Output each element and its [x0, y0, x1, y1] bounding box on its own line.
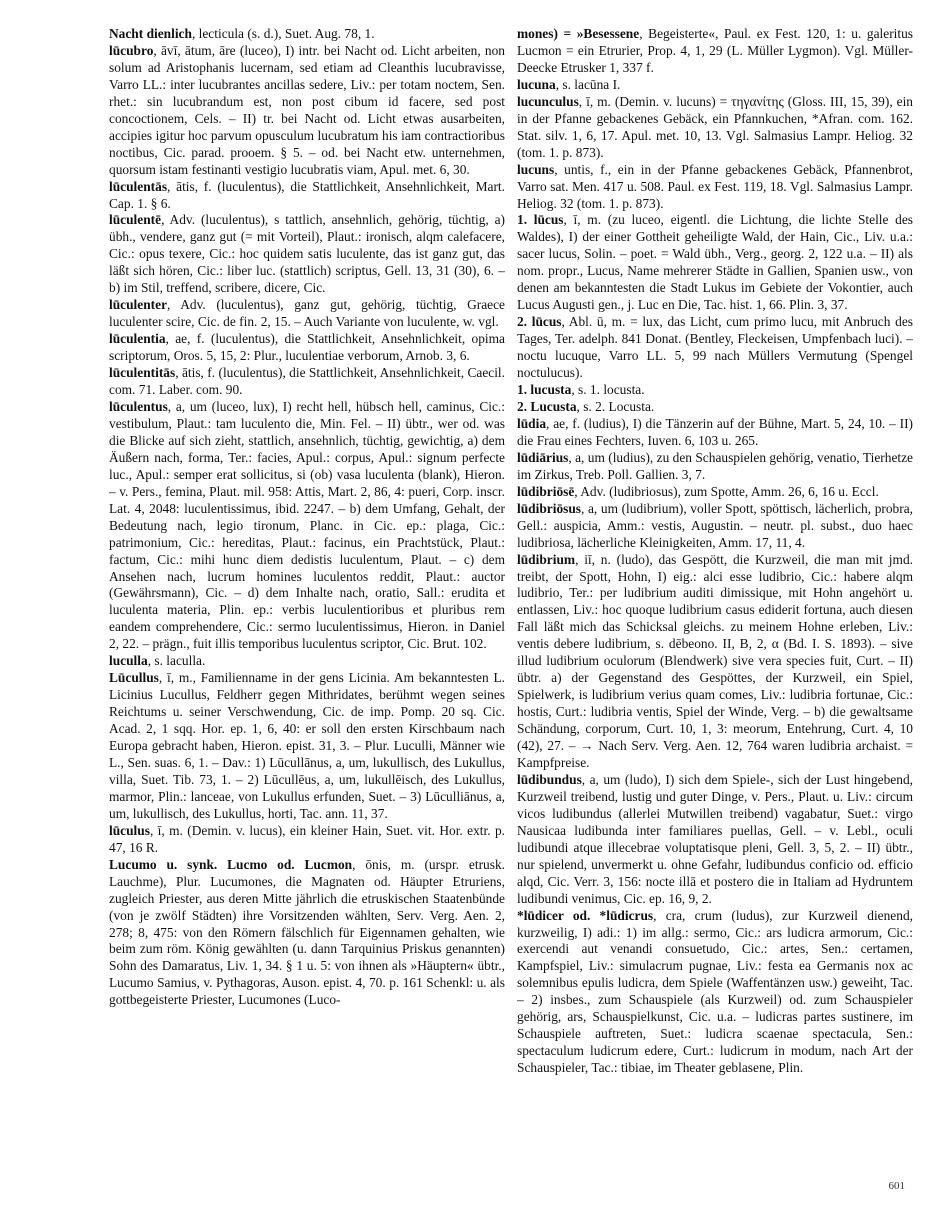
dictionary-entry: lūculentē, Adv. (luculentus), s tattlich, ansehnlich, gehörig, tüchtig, a) übh., vendere, ganz gut (= mit Vorteil), Plaut.: ironisch, alqm calefacere, Cic.: opus texere, Cic.: hoc quidem satis luculente, das ist ganz gut, das läßt sich hören, Cic.: liber luc. (stattlich) scriptus, Gell. 13, 31 (30), 6. – b) im Stil, treffend, scribere, dicere, Cic.: [109, 212, 505, 296]
left-column: [109, 26, 505, 1176]
dictionary-entry: lūdibriōsus, a, um (ludibrium), voller Spott, spöttisch, lächerlich, probra, Gell.: auspicia, Amm.: vestis, Augustin. – neutr. pl. subst., duo haec ludibriosa, lächerliche Kleinigkeiten, Amm. 17, 11, 4.: [517, 500, 913, 550]
page-number: 601: [888, 1180, 905, 1192]
dictionary-entry: lūculenter, Adv. (luculentus), ganz gut, gehörig, tüchtig, Graece luculenter scire, Cic. de fin. 2, 15. – Auch Variante von luculente, w. vgl.: [109, 297, 505, 330]
dictionary-entry: lūculentās, ātis, f. (luculentus), die Stattlichkeit, Ansehnlichkeit, Mart. Cap. 1. § 6.: [109, 178, 505, 211]
dictionary-entry: 2. lūcus, Abl. ū, m. = lux, das Licht, cum primo lucu, mit Anbruch des Tages, Ter. adelph. 841 Donat. (Bentley, Fleckeisen, Umpfenbach luci). – noctu lucuque, Varro LL. 5, 99 nach Müllers Vermutung (Spengel noctulucus).: [517, 314, 913, 381]
dictionary-entry: lūdibundus, a, um (ludo), I) sich dem Spiele-, sich der Lust hingebend, Kurzweil treibend, lustig und guter Dinge, v. Pers., Plaut. u. Liv.: circum vicos ludibundus (allerlei Mutwillen treibend) vagabatur, Suet.: virgo Nausicaa ludibunda inter familiares puellas, Gell. – v. Lebl., oculi ludibundi atque illecebrae voluptatisque pleni, Gell. 3, 5, 2. – II) übtr., nur spielend, unvermerkt u. ohne Gefahr, ludibundus conficio od. efficio alqd, Cic. Verr. 3, 156: nocte illā et postero die in Italiam ad Hydruntem ludibundi venimus, Cic. ep. 16, 9, 2.: [517, 771, 913, 906]
dictionary-entry: Nacht dienlich, lecticula (s. d.), Suet. Aug. 78, 1.: [109, 26, 375, 41]
dictionary-entry: 1. lucusta, s. 1. locusta.: [517, 382, 645, 398]
dictionary-entry: luculla, s. laculla.: [109, 653, 206, 669]
dictionary-entry: lūdibrium, iī, n. (ludo), das Gespött, die Kurzweil, die man mit jmd. treibt, der Spott, Hohn, I) eig.: alci esse ludibrio, Cic.: habere alqm ludibrio, Ter.: per ludibrium auditi dimissique, mit Hohn angehört u. entlassen, Liv.: hoc quoque ludibrium casus ediderit fortuna, auch diesen Fall läßt mich das Schicksal gleichs. zu meinem Hohne erleben, Liv.: ventis debere ludibrium, s. dēbeono. II, B, 2, α (Bd. I. S. 1893). – sive illud ludibrium oculorum (Blendwerk) sive vera species fuit, Curt. – II) übtr. a) der Gegenstand des Gespöttes, der Kurzweil, ein Spiel, Spielwerk, is ludibrium verius quam comes, Liv.: ludibria fortunae, Cic.: hostis, Curt.: ludibria ventis, Spiel der Winde, Verg. – b) die gewaltsame Schändung, corporum, Curt. 10, 1, 3: meorum, Entehrung, Curt. 4, 10 (42), 27. – → Nach Serv. Verg. Aen. 12, 764 waren ludibria archaist. = Kampfpreise.: [517, 551, 913, 770]
dictionary-entry: lūculentitās, ātis, f. (luculentus), die Stattlichkeit, Ansehnlichkeit, Caecil. com. 71. Laber. com. 90.: [109, 365, 505, 398]
dictionary-entry: lucuns, untis, f., ein in der Pfanne gebackenes Gebäck, Pfannenbrot, Varro sat. Men. 417 u. 508. Paul. ex Fest. 119, 18. Vgl. Salmasius Lampr. Heliog. 32 (tom. 1. p. 873).: [517, 161, 913, 211]
dictionary-entry: lūdibriōsē, Adv. (ludibriosus), zum Spotte, Amm. 26, 6, 16 u. Eccl.: [517, 483, 879, 499]
dictionary-entry: lūdiārius, a, um (ludius), zu den Schauspielen gehörig, venatio, Tierhetze im Zirkus, Treb. Poll. Gallien. 3, 7.: [517, 449, 913, 482]
dictionary-entry: Lūcullus, ī, m., Familienname in der gens Licinia. Am bekanntesten L. Licinius Lucullus, Feldherr gegen Mithridates, berühmt wegen seines Reichtums u. seiner Verschwendung, Cic. de imp. Pomp. 20 sq. Cic. Acad. 2, 1 sqq. Hor. ep. 1, 6, 40: er soll den ersten Kirschbaum nach Europa gebracht haben, Hieron. epist. 31, 3. – Plur. Luculli, Männer wie L., Sen. suas. 6, 1. – Dav.: 1) Lūcullānus, a, um, lukullisch, des Lukullus, villa, Suet. Tib. 73, 1. – 2) Lūcullēus, a, um, lukullēisch, des Lukullus, marmor, Plin.: lanceae, von Lukullus erfunden, Suet. – 3) Lūculliānus, a, um, lukullisch, des Lukullus, horti, Tac. ann. 11, 37.: [109, 670, 505, 821]
right-column: [517, 26, 913, 1176]
dictionary-entry: lūcubro, āvī, ātum, āre (luceo), I) intr. bei Nacht od. Licht arbeiten, non solum ad Aristophanis lucernam, sed etiam ad Cleanthis lucubravisse, Varro LL.: inter lucubrantes ancillas sedere, Liv.: per totam noctem, Sen. rhet.: sin lucubrandum est, non post cibum id facere, sed post concoctionem, Cels. – II) tr. bei Nacht od. Licht etwas ausarbeiten, accipies igitur hoc parvum opusculum lucubratum his iam contractioribus noctibus, Cic. parad. prooem. § 5. – od. bei Nacht etw. unternehmen, quorsum istam festinanti vestigio lucubratis viam, Apul. met. 6, 30.: [109, 42, 505, 177]
dictionary-entry: lūculus, ī, m. (Demin. v. lucus), ein kleiner Hain, Suet. vit. Hor. extr. p. 47, 16 R.: [109, 822, 505, 855]
dictionary-entry: *lūdicer od. *lūdicrus, cra, crum (ludus), zur Kurzweil dienend, kurzweilig, I) adi.: 1) im allg.: sermo, Cic.: ars ludicra armorum, Cic.: exercendi aut venandi consuetudo, Cic.: artes, Sen.: certamen, Kampfspiel, Liv.: simulacrum pugnae, Liv.: festa ea Germanis nox ac solemnibus epulis ludicra, dem Spiele (Waffentänzen usw.) geweiht, Tac. – 2) insbes., zum Schauspiele (als Kurzweil) od. zum Schauspieler gehörig, ars, Schauspielkunst, Cic. u.a. – ludicras partes sustinere, im Schauspiele auftreten, Suet.: ludicra scaenae spectacula, Sen.: spectaculum ludicrum edere, Curt.: ludicrum in modum, nach Art der Schauspieler, Tac.: tibiae, im Theater geblasene, Plin.: [517, 907, 913, 1076]
dictionary-entry: lucunculus, ī, m. (Demin. v. lucuns) = τηγανίτης (Gloss. III, 15, 39), ein in der Pfanne gebackenes Gebäck, ein Pfannkuchen, *Afran. com. 162. Stat. silv. 1, 6, 17. Apul. met. 10, 13. Vgl. Salmasius Lampr. Heliog. 32 (tom. 1. p. 873).: [517, 93, 913, 160]
dictionary-entry: lūdia, ae, f. (ludius), I) die Tänzerin auf der Bühne, Mart. 5, 24, 10. – II) die Frau eines Fechters, Iuven. 6, 103 u. 265.: [517, 415, 913, 448]
dictionary-entry: mones) = »Besessene, Begeisterte«, Paul. ex Fest. 120, 1: u. galeritus Lucmon = ein Etrurier, Prop. 4, 1, 29 (L. Müller Lygmon). Vgl. Müller-Deecke Etrusker 1, 337 f.: [517, 26, 913, 75]
dictionary-entry: lūculentus, a, um (luceo, lux), I) recht hell, hübsch hell, caminus, Cic.: vestibulum, Plaut.: tam luculento die, Min. Fel. – II) übtr., wer od. was die Blicke auf sich zieht, stattlich, ansehnlich, tüchtig, gewichtig, a) dem Äußern nach, forma, Ter.: facies, Apul.: corpus, Apul.: signum perfecte luc., Apul.: semper erat sollicitus, si (ob) vasa luculenta (blank), Hieron. – v. Pers., femina, Plaut. mil. 958: Attis, Mart. 2, 86, 4: pueri, Corp. inscr. Lat. 4, 2048: luculentissimus, ibid. 2247. – b) dem Umfang, Gehalt, der Bedeutung nach, legio tironum, Planc. in Cic. ep.: plaga, Cic.: patrimonium, Cic.: hereditas, Plaut.: facinus, ein Prachtstück, Plaut.: factum, Cic.: mihi hunc diem dedistis luculentum, Plaut. – c) dem Ansehen nach, lucrum homines luculentos reddit, Plaut.: auctor (Gewährsmann), Cic. – d) dem Inhalte nach, oratio, Sall.: erudita et luculenta materia, Plin. ep.: verbis luculentioribus et pluribus rem eandem comprehendere, Cic.: sermo luculentissimus, Hieron. in Daniel 2, 22. – prägn., fuit illis temporibus luculentus scriptor, Cic. Brut. 102.: [109, 398, 505, 652]
dictionary-entry: 1. lūcus, ī, m. (zu luceo, eigentl. die Lichtung, die lichte Stelle des Waldes), I) der einer Gottheit geheiligte Wald, der Hain, Cic., Liv. u.a.: sacer lucus, Solin. – poet. = Wald übh., Verg., georg. 2, 122 u.a. – II) als nom. propr., Lucus, Name mehrerer Städte in Gallien, Spanien usw., von denen am bekanntesten die Stadt Lukus im Gebiete der Vokontier, auch Lucus Augusti gen., j. Luc en Die, Tac. hist. 1, 66. Plin. 3, 37.: [517, 212, 913, 313]
dictionary-entry: Lucumo u. synk. Lucmo od. Lucmon, ōnis, m. (urspr. etrusk. Lauchme), Plur. Lucumones, die Magnaten od. Häupter Etruriens, zugleich Priester, aus deren Mitte jährlich die etruskischen Staatenbünde (von je zwölf Städten) ihre Vorsitzenden wählten, Serv. Verg. Aen. 2, 278; 8, 475: von den Römern fälschlich für Eigennamen gehalten, wie beim zum röm. König gewählten (u. dann Tarquinius Priskus genannten) Sohn des Damaratus, Liv. 1, 34. § 1 u. 5: von ihnen als »Häuptern« übtr., Lucumo Samius, v. Pythagoras, Auson. epist. 4, 70. p. 161 Schenkl: u. als gottbegeisterte Priester, Lucumones (Luco-: [109, 856, 505, 1008]
dictionary-entry: lucuna, s. lacūna I.: [517, 76, 621, 92]
dictionary-entry: 2. Lucusta, s. 2. Locusta.: [517, 398, 655, 414]
dictionary-entry: lūculentia, ae, f. (luculentus), die Stattlichkeit, Ansehnlichkeit, opima scriptorum, Oros. 5, 15, 2: Plur., luculentiae verborum, Arnob. 3, 6.: [109, 331, 505, 364]
